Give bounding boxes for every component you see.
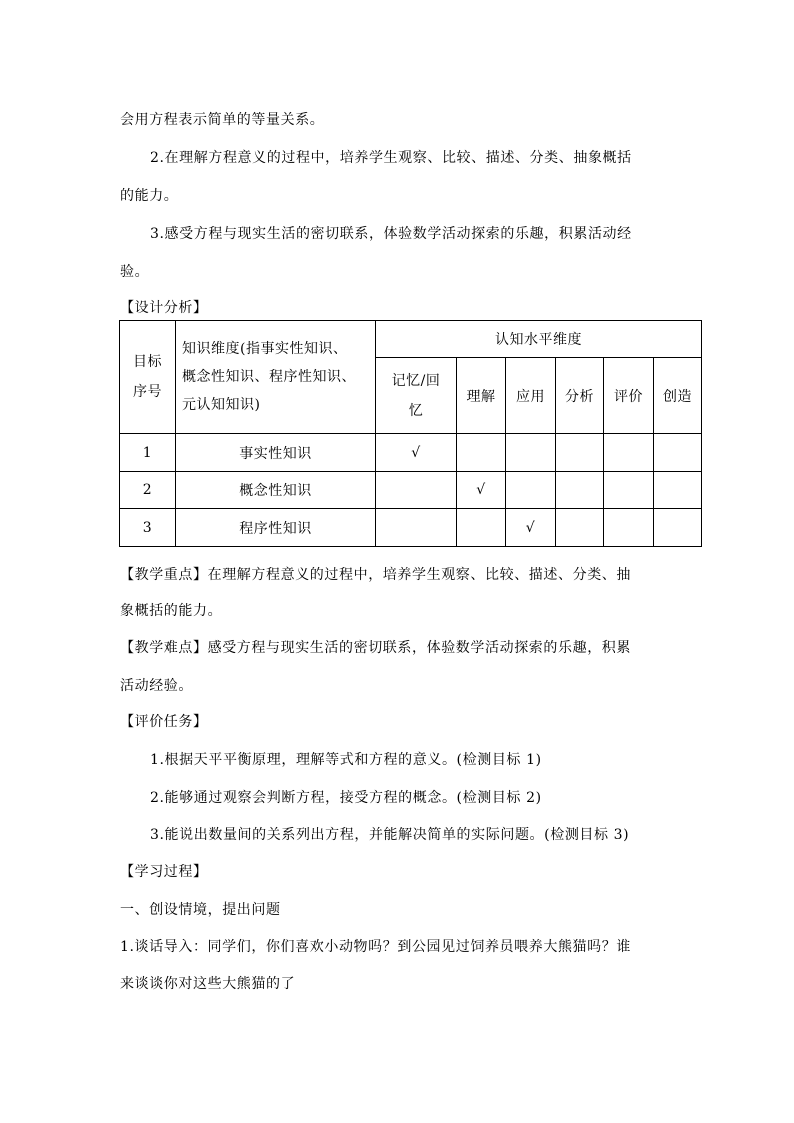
empty-cell (654, 509, 702, 547)
evaluation-heading: 【评价任务】 (120, 714, 208, 730)
level-remember (376, 358, 457, 434)
goal-number-header (120, 321, 176, 434)
empty-cell (376, 472, 457, 509)
key-point-line-2: 象概括的能力。 (120, 603, 223, 619)
goal-header-line1: 目标 (133, 354, 162, 370)
level-remember-line1: 记忆/回 (391, 372, 441, 389)
table-row (120, 472, 702, 509)
knowledge-header-line3: 元认知知识) (182, 397, 261, 413)
talk-line-1: 1.谈话导入：同学们，你们喜欢小动物吗？到公园见过饲养员喂养大熊猫吗？谁 (120, 939, 631, 955)
table-row (120, 509, 702, 547)
check-mark: √ (457, 472, 506, 509)
cognitive-level-header: 认知水平维度 (376, 321, 702, 358)
section-title: 一、创设情境，提出问题 (120, 902, 281, 918)
goal-header-line2: 序号 (133, 384, 162, 400)
evaluation-item-2: 2.能够通过观察会判断方程，接受方程的概念。(检测目标 2) (150, 790, 542, 806)
evaluation-item-3: 3.能说出数量间的关系列出方程，并能解决简单的实际问题。(检测目标 3) (150, 827, 630, 843)
knowledge-dimension-header (176, 321, 376, 434)
row-knowledge: 事实性知识 (176, 434, 376, 472)
level-understand: 理解 (457, 358, 506, 434)
level-remember-line2: 忆 (408, 402, 424, 419)
intro-line-5: 验。 (120, 264, 150, 280)
difficulty-line-1: 【教学难点】感受方程与现实生活的密切联系，体验数学活动探索的乐趣，积累 (120, 640, 631, 656)
empty-cell (604, 472, 654, 509)
knowledge-header-line2: 概念性知识、程序性知识、 (182, 369, 356, 385)
empty-cell (604, 509, 654, 547)
intro-line-4: 3.感受方程与现实生活的密切联系，体验数学活动探索的乐趣，积累活动经 (150, 226, 632, 242)
empty-cell (376, 509, 457, 547)
intro-line-3: 的能力。 (120, 188, 179, 204)
empty-cell (506, 434, 556, 472)
row-number: 1 (120, 434, 176, 472)
level-evaluate: 评价 (604, 358, 654, 434)
empty-cell (556, 472, 604, 509)
empty-cell (457, 509, 506, 547)
check-mark: √ (506, 509, 556, 547)
knowledge-header-line1: 知识维度(指事实性知识、 (182, 341, 348, 357)
design-analysis-table (119, 320, 702, 547)
talk-line-2: 来谈谈你对这些大熊猫的了 (120, 976, 296, 992)
empty-cell (604, 434, 654, 472)
learning-process-heading: 【学习过程】 (120, 864, 208, 880)
empty-cell (654, 472, 702, 509)
row-knowledge: 概念性知识 (176, 472, 376, 509)
evaluation-item-1: 1.根据天平平衡原理，理解等式和方程的意义。(检测目标 1) (150, 752, 542, 768)
table-row (120, 434, 702, 472)
level-apply: 应用 (506, 358, 556, 434)
empty-cell (556, 434, 604, 472)
empty-cell (654, 434, 702, 472)
row-knowledge: 程序性知识 (176, 509, 376, 547)
intro-line-2: 2.在理解方程意义的过程中，培养学生观察、比较、描述、分类、抽象概括 (150, 150, 632, 166)
empty-cell (457, 434, 506, 472)
empty-cell (556, 509, 604, 547)
difficulty-line-2: 活动经验。 (120, 678, 193, 694)
level-create: 创造 (654, 358, 702, 434)
key-point-line-1: 【教学重点】在理解方程意义的过程中，培养学生观察、比较、描述、分类、抽 (120, 567, 631, 583)
row-number: 3 (120, 509, 176, 547)
empty-cell (506, 472, 556, 509)
row-number: 2 (120, 472, 176, 509)
design-analysis-heading: 【设计分析】 (120, 300, 208, 316)
level-analyze: 分析 (556, 358, 604, 434)
intro-line-1: 会用方程表示简单的等量关系。 (120, 112, 325, 128)
check-mark: √ (376, 434, 457, 472)
